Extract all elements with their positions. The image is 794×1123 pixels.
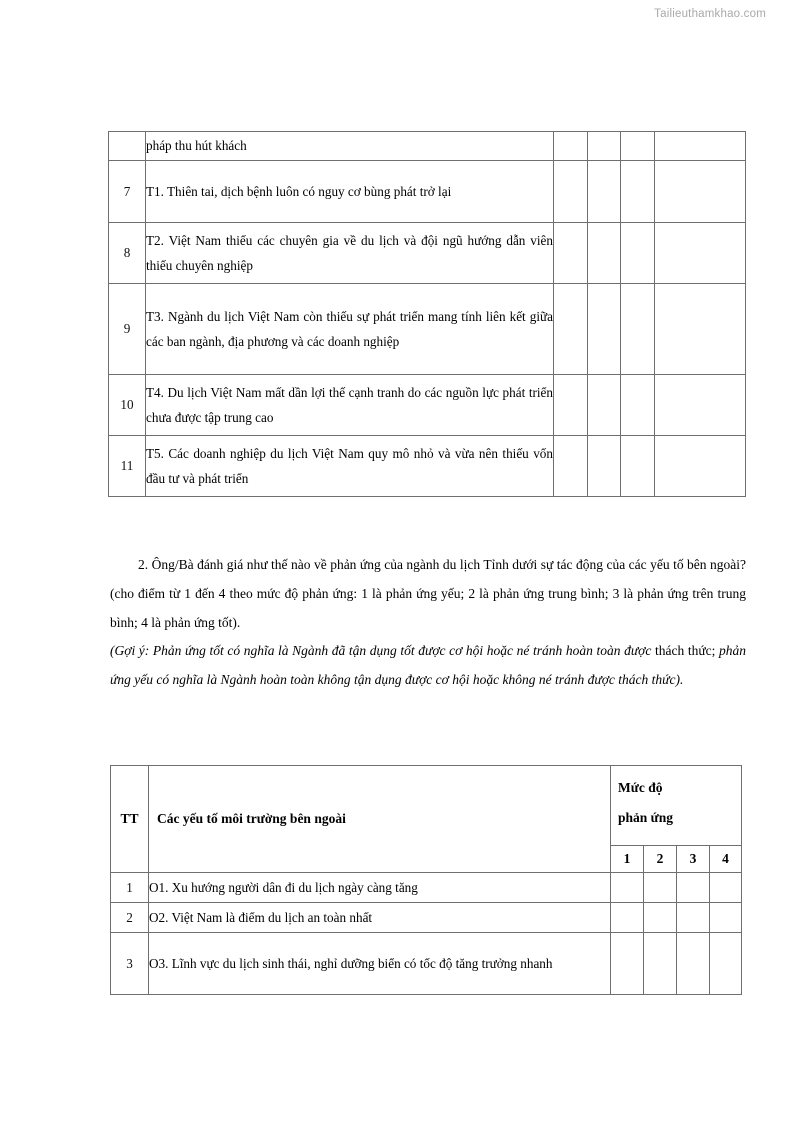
table-row <box>111 933 742 995</box>
header-row-main <box>111 766 742 846</box>
row-number: 3 <box>111 933 149 995</box>
score-cell-2[interactable] <box>588 132 621 161</box>
score-cell-3[interactable] <box>621 375 655 436</box>
opportunity-table-body <box>111 873 742 995</box>
hint-text-part-2: phản ứng yếu có nghĩa là Ngành hoàn toàn không tận dụng được cơ hội hoặc không né tránh được thách thức). <box>110 643 746 687</box>
table-row <box>109 161 746 223</box>
score-cell-3[interactable] <box>621 132 655 161</box>
header-level-2: 2 <box>644 846 677 873</box>
score-cell-1[interactable] <box>554 284 588 375</box>
score-cell-4[interactable] <box>655 132 746 161</box>
row-number <box>109 132 146 161</box>
score-cell-4[interactable] <box>655 284 746 375</box>
score-cell-2[interactable] <box>588 375 621 436</box>
row-factor-text: pháp thu hút khách <box>146 132 554 161</box>
header-scale-line-2: phản ứng <box>618 810 674 826</box>
opportunity-table-header <box>111 766 742 873</box>
header-factor: Các yếu tố môi trường bên ngoài <box>149 766 611 873</box>
score-cell-1[interactable] <box>554 375 588 436</box>
score-cell-1[interactable] <box>611 903 644 933</box>
score-cell-3[interactable] <box>677 903 710 933</box>
score-cell-3[interactable] <box>677 933 710 995</box>
score-cell-1[interactable] <box>554 223 588 284</box>
watermark-text: Tailieuthamkhao.com <box>654 8 766 20</box>
score-cell-1[interactable] <box>554 436 588 497</box>
table-row <box>109 132 746 161</box>
table-row <box>109 436 746 497</box>
row-factor-text: T3. Ngành du lịch Việt Nam còn thiếu sự phát triển mang tính liên kết giữa các ban ngành, địa phương và các doanh nghiệp <box>146 284 554 375</box>
score-cell-2[interactable] <box>644 903 677 933</box>
row-factor-text: T4. Du lịch Việt Nam mất dần lợi thế cạnh tranh do các nguồn lực phát triển chưa được tập trung cao <box>146 375 554 436</box>
score-cell-3[interactable] <box>621 223 655 284</box>
question-block <box>110 551 746 695</box>
score-cell-2[interactable] <box>644 873 677 903</box>
row-factor-text: T2. Việt Nam thiếu các chuyên gia về du lịch và đội ngũ hướng dẫn viên thiếu chuyên nghiệp <box>146 223 554 284</box>
row-factor-text: T1. Thiên tai, dịch bệnh luôn có nguy cơ bùng phát trở lại <box>146 161 554 223</box>
score-cell-2[interactable] <box>588 436 621 497</box>
header-scale-line-1: Mức độ <box>618 780 663 795</box>
header-level-3: 3 <box>677 846 710 873</box>
row-number: 1 <box>111 873 149 903</box>
score-cell-1[interactable] <box>611 873 644 903</box>
header-response-level <box>611 766 742 846</box>
score-cell-3[interactable] <box>621 284 655 375</box>
opportunity-factors-table <box>110 765 742 995</box>
header-level-4: 4 <box>710 846 742 873</box>
row-number: 11 <box>109 436 146 497</box>
row-factor-text: O2. Việt Nam là điểm du lịch an toàn nhất <box>149 903 611 933</box>
question-2-hint <box>110 637 746 695</box>
score-cell-2[interactable] <box>588 284 621 375</box>
score-cell-4[interactable] <box>655 161 746 223</box>
score-cell-1[interactable] <box>554 132 588 161</box>
score-cell-4[interactable] <box>655 436 746 497</box>
threat-factors-table <box>108 131 746 497</box>
row-number: 10 <box>109 375 146 436</box>
score-cell-3[interactable] <box>621 436 655 497</box>
table-row <box>111 903 742 933</box>
score-cell-3[interactable] <box>621 161 655 223</box>
table-row <box>109 223 746 284</box>
row-factor-text: O3. Lĩnh vực du lịch sinh thái, nghỉ dưỡng biển có tốc độ tăng trưởng nhanh <box>149 933 611 995</box>
row-factor-text: O1. Xu hướng người dân đi du lịch ngày càng tăng <box>149 873 611 903</box>
row-number: 8 <box>109 223 146 284</box>
question-2-paragraph: 2. Ông/Bà đánh giá như thế nào về phản ứng của ngành du lịch Tỉnh dưới sự tác động của các yếu tố bên ngoài? (cho điểm từ 1 đến 4 theo mức độ phản ứng: 1 là phản ứng yếu; 2 là phản ứng trung bình; 3 là phản ứng trên trung bình; 4 là phản ứng tốt). <box>110 557 746 630</box>
row-factor-text: T5. Các doanh nghiệp du lịch Việt Nam quy mô nhỏ và vừa nên thiếu vốn đầu tư và phát triển <box>146 436 554 497</box>
hint-text-part-1: (Gợi ý: Phản ứng tốt có nghĩa là Ngành đã tận dụng tốt được cơ hội hoặc né tránh hoàn toàn được <box>110 643 655 659</box>
hint-text-upright: thách thức; <box>654 643 716 659</box>
table-row <box>109 284 746 375</box>
score-cell-4[interactable] <box>710 903 742 933</box>
score-cell-4[interactable] <box>655 375 746 436</box>
row-number: 2 <box>111 903 149 933</box>
score-cell-4[interactable] <box>710 933 742 995</box>
threat-table-body <box>109 132 746 497</box>
score-cell-2[interactable] <box>588 223 621 284</box>
score-cell-2[interactable] <box>644 933 677 995</box>
score-cell-4[interactable] <box>710 873 742 903</box>
row-number: 9 <box>109 284 146 375</box>
header-level-1: 1 <box>611 846 644 873</box>
table-row <box>109 375 746 436</box>
score-cell-4[interactable] <box>655 223 746 284</box>
header-tt: TT <box>111 766 149 873</box>
score-cell-1[interactable] <box>554 161 588 223</box>
score-cell-2[interactable] <box>588 161 621 223</box>
table-row <box>111 873 742 903</box>
score-cell-3[interactable] <box>677 873 710 903</box>
row-number: 7 <box>109 161 146 223</box>
score-cell-1[interactable] <box>611 933 644 995</box>
